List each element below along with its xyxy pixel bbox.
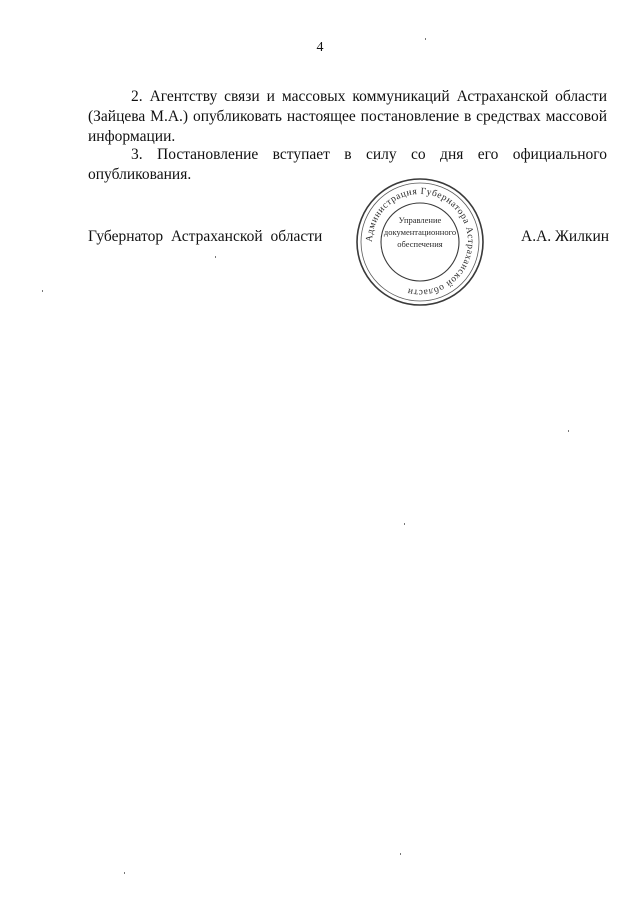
- paragraph-item-2: 2. Агентству связи и массовых коммуникаций Астраханской области (Зайцева М.А.) опубликовать настоящее постановление в средствах массовой информации.: [88, 88, 607, 145]
- page-number: 4: [316, 40, 324, 55]
- seal-ring-text: Администрация Губернатора Астраханской области: [364, 186, 476, 298]
- seal-center-line: Управление: [398, 215, 442, 225]
- signer-name: А.А. Жилкин: [521, 228, 610, 245]
- scan-speck: [400, 853, 401, 855]
- seal-center-line: обеспечения: [397, 239, 443, 249]
- scan-speck: [425, 38, 426, 40]
- seal-center-text: [354, 214, 486, 250]
- paragraph-item-3: 3. Постановление вступает в силу со дня его официального опубликования.: [88, 146, 607, 183]
- signer-title: Губернатор Астраханской области: [88, 228, 323, 245]
- seal-center-line: документационного: [383, 227, 457, 237]
- scan-speck: [42, 290, 43, 292]
- scan-speck: [404, 523, 405, 525]
- scan-speck: [215, 256, 216, 258]
- scan-speck: [568, 430, 569, 432]
- scan-speck: [124, 872, 125, 874]
- official-seal: [354, 176, 486, 308]
